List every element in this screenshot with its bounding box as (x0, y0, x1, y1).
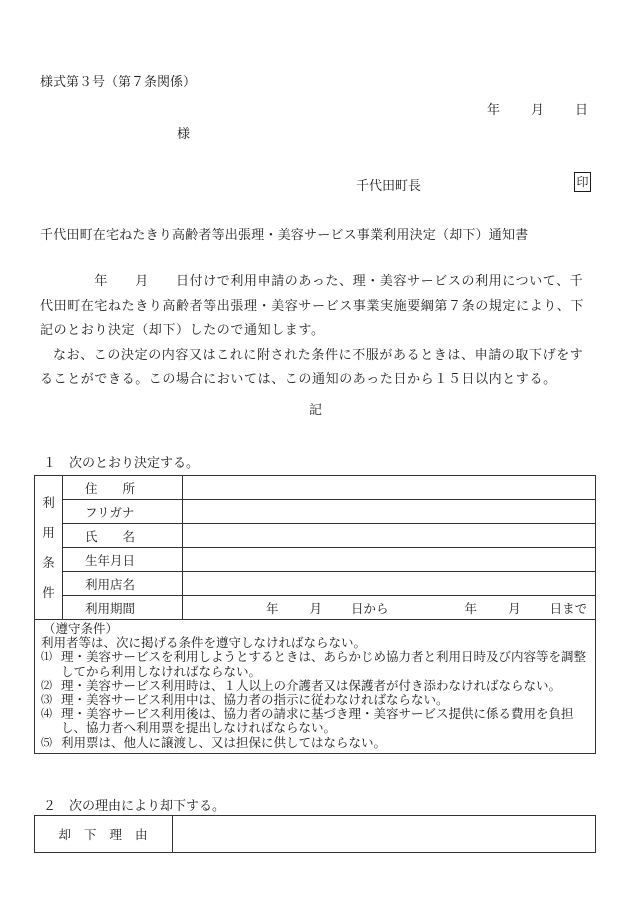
rule-text: 理・美容サービス利用後は、協力者の請求に基づき理・美容サービス提供に係る費用を負担し、協力者へ利用票を提出しなければならない。 (61, 706, 574, 736)
usage-conditions-label (35, 476, 63, 620)
furigana-field[interactable] (183, 500, 596, 524)
rule-item (41, 650, 589, 678)
rule-number: ⑶ (41, 693, 52, 707)
rule-text: 理・美容サービス利用中は、協力者の指示に従わなければならない。 (61, 692, 449, 708)
shop-label: 利用店名 (63, 572, 183, 596)
vertical-char: 件 (42, 584, 55, 600)
period-to-month: 月 (508, 600, 521, 616)
name-field[interactable] (183, 524, 596, 548)
period-to-day: 日まで (549, 600, 588, 616)
period-from-year: 年 (266, 600, 279, 616)
rejection-reason-field[interactable] (173, 816, 596, 853)
usage-conditions-table (34, 475, 596, 754)
rule-text: 利用票は、他人に譲渡し、又は担保に供してはならない。 (61, 734, 387, 750)
rules-heading: （遵守条件） (43, 621, 119, 636)
rule-number: ⑴ (41, 650, 52, 664)
ki-heading: 記 (309, 403, 323, 418)
address-label: 住 所 (63, 476, 183, 500)
address-field[interactable] (183, 476, 596, 500)
compliance-conditions (35, 620, 596, 754)
body-paragraph-2: なお、この決定の内容又はこれに附された条件に不服があるときは、申請の取下げをすることができる。この場合においては、この通知のあった日から１５日以内とする。 (40, 347, 584, 387)
date-day: 日 (575, 103, 589, 118)
date-month: 月 (531, 103, 545, 118)
birthdate-field[interactable] (183, 548, 596, 572)
period-from-month: 月 (309, 600, 323, 616)
date-year: 年 (487, 103, 501, 118)
issue-date (487, 99, 588, 118)
rule-number: ⑸ (41, 735, 52, 749)
rejection-reason-table (34, 815, 596, 853)
rule-text: 理・美容サービス利用時は、１人以上の介護者又は保護者が付き添わなければならない。 (61, 677, 562, 693)
body-paragraph-1: 年 月 日付けで利用申請のあった、理・美容サービスの利用について、千代田町在宅ねたきり高齢者等出張理・美容サービス事業実施要綱第７条の規定により、下記のとおり決定（却下）したので通知します。 (40, 274, 585, 338)
form-number: 様式第３号（第７条関係） (40, 75, 197, 90)
document-title: 千代田町在宅ねたきり高齢者等出張理・美容サービス事業利用決定（却下）通知書 (40, 228, 529, 243)
vertical-char: 用 (42, 524, 55, 540)
issuer-name: 千代田町長 (356, 179, 422, 194)
furigana-label: フリガナ (63, 500, 183, 524)
rule-number: ⑷ (41, 707, 52, 721)
rules-intro: 利用者等は、次に掲げる条件を遵守しなければならない。 (41, 635, 367, 651)
shop-field[interactable] (183, 572, 596, 596)
period-to-year: 年 (464, 600, 478, 616)
rule-text: 理・美容サービスを利用しようとするときは、あらかじめ協力者と利用日時及び内容等を調整してから利用しなければならない。 (61, 649, 587, 679)
vertical-char: 利 (42, 494, 55, 510)
vertical-char: 条 (42, 554, 55, 570)
rule-item (41, 679, 589, 693)
rejection-reason-label: 却下理由 (35, 816, 173, 853)
section-2-heading: ２ 次の理由により却下する。 (43, 799, 226, 814)
period-from-day: 日から (351, 600, 389, 616)
rule-item (41, 707, 589, 735)
notice-body (40, 270, 593, 393)
period-field[interactable] (183, 596, 596, 620)
section-1-heading: １ 次のとおり決定する。 (43, 456, 200, 471)
period-label: 利用期間 (63, 596, 183, 620)
birthdate-label: 生年月日 (63, 548, 183, 572)
rule-number: ⑵ (41, 678, 52, 692)
seal-box: 印 (574, 172, 591, 192)
rule-item (41, 736, 589, 750)
rule-item (41, 693, 589, 707)
name-label: 氏 名 (63, 524, 183, 548)
addressee-suffix: 様 (177, 127, 191, 142)
